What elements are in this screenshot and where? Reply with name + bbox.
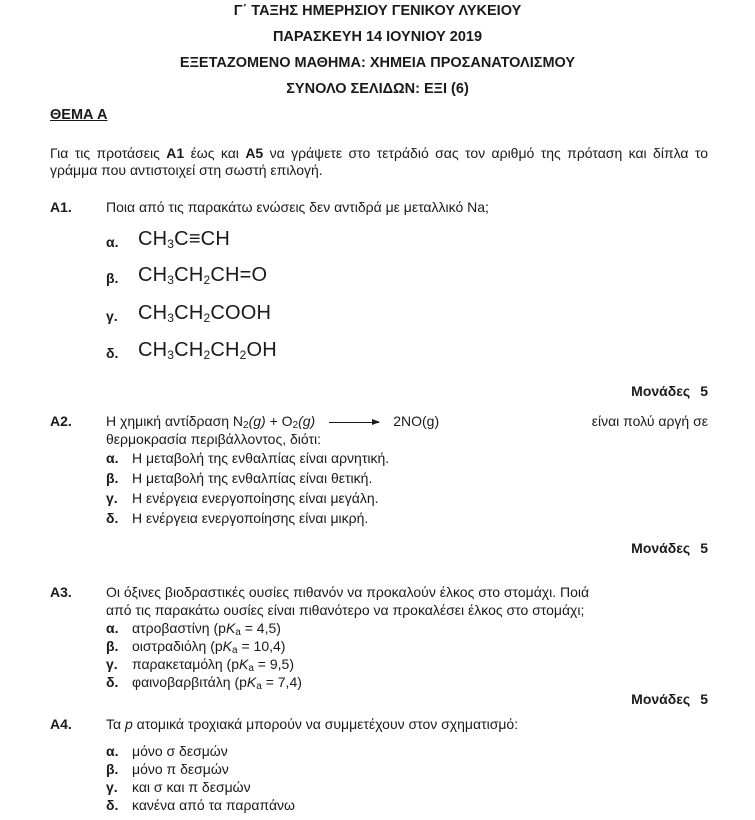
a4-option: γ. και σ και π δεσμών — [106, 779, 251, 795]
question-text-a1: Ποια από τις παρακάτω ενώσεις δεν αντιδρά με μεταλλικό Na; — [106, 199, 489, 215]
question-text-a2-end: είναι πολύ αργή σε — [591, 413, 708, 429]
question-number-a4: Α4. — [50, 716, 72, 732]
section-title: ΘΕΜΑ Α — [50, 107, 108, 123]
a1-option-letter: α. — [106, 234, 119, 250]
a1-option-formula: $CH_3CH_2CH=O$ — [138, 264, 268, 287]
header-line-date: ΠΑΡΑΣΚΕΥΗ 14 ΙΟΥΝΙΟΥ 2019 — [272, 29, 483, 45]
header-line-grade: Γ΄ ΤΑΞΗΣ ΗΜΕΡΗΣΙΟΥ ΓΕΝΙΚΟΥ ΛΥΚΕΙΟΥ — [233, 3, 522, 19]
header-line-subject: ΕΞΕΤΑΖΟΜΕΝΟ ΜΑΘΗΜΑ: ΧΗΜΕΙΑ ΠΡΟΣΑΝΑΤΟΛΙΣΜΟΥ — [179, 55, 576, 71]
a3-option: δ. φαινοβαρβιτάλη $(pK_a = 7,4)$ — [106, 674, 302, 692]
a1-option-letter: δ. — [106, 345, 119, 361]
question-number-a1: Α1. — [50, 199, 72, 215]
a4-option: α. μόνο σ δεσμών — [106, 743, 228, 759]
marks-a2: Μονάδες 5 — [631, 540, 708, 556]
a1-option-formula: $CH_3CH_2COOH$ — [138, 302, 272, 325]
a2-option: α. Η μεταβολή της ενθαλπίας είναι αρνητική. — [106, 450, 390, 466]
reaction-arrow-icon — [329, 422, 379, 423]
a3-option: β. οιστραδιόλη $(pK_a = 10,4)$ — [106, 638, 286, 656]
question-number-a3: Α3. — [50, 584, 72, 600]
a2-option: γ. Η ενέργεια ενεργοποίησης είναι μεγάλη. — [106, 490, 379, 506]
a1-option-formula: $CH_3CH_2CH_2OH$ — [138, 339, 277, 362]
a3-option: γ. παρακεταμόλη $(pK_a = 9,5)$ — [106, 656, 294, 674]
a2-option: δ. Η ενέργεια ενεργοποίησης είναι μικρή. — [106, 510, 369, 526]
header-line-pages: ΣΥΝΟΛΟ ΣΕΛΙΔΩΝ: ΕΞΙ (6) — [286, 81, 469, 97]
a3-option: α. ατροβαστίνη $(pK_a = 4,5)$ — [106, 620, 281, 638]
question-number-a2: Α2. — [50, 413, 72, 429]
a1-option-letter: β. — [106, 270, 119, 286]
a1-option-formula: $CH_3C\equiv CH$ — [138, 228, 230, 251]
question-text-a2-line2: θερμοκρασία περιβάλλοντος, διότι: — [106, 431, 321, 447]
question-text-a2-line1: Η χημική αντίδραση $N_2(g) + O_2(g)$ 2NO(g) — [106, 413, 440, 431]
a1-option-letter: γ. — [106, 308, 118, 324]
question-text-a4: Τα p ατομικά τροχιακά μπορούν να συμμετέχουν στον σχηματισμό: — [106, 716, 519, 732]
marks-a1: Μονάδες 5 — [631, 383, 708, 399]
question-text-a3-line1: Οι όξινες βιοδραστικές ουσίες πιθανόν να προκαλούν έλκος στο στομάχι. Ποιά — [106, 584, 590, 600]
intro-paragraph: Για τις προτάσεις Α1 έως και Α5 να γράψετε στο τετράδιό σας τον αριθμό της πρόταση και δίπλα το γράμμα που αντιστοιχεί στη σωστή επιλογή. — [50, 145, 709, 178]
marks-a3: Μονάδες 5 — [631, 691, 708, 707]
question-text-a3-line2: από τις παρακάτω ουσίες είναι πιθανότερο να προκαλέσει έλκος στο στομάχι; — [106, 602, 585, 618]
a4-option: β. μόνο π δεσμών — [106, 761, 229, 777]
a2-option: β. Η μεταβολή της ενθαλπίας είναι θετική. — [106, 470, 373, 486]
a4-option: δ. κανένα από τα παραπάνω — [106, 797, 295, 813]
